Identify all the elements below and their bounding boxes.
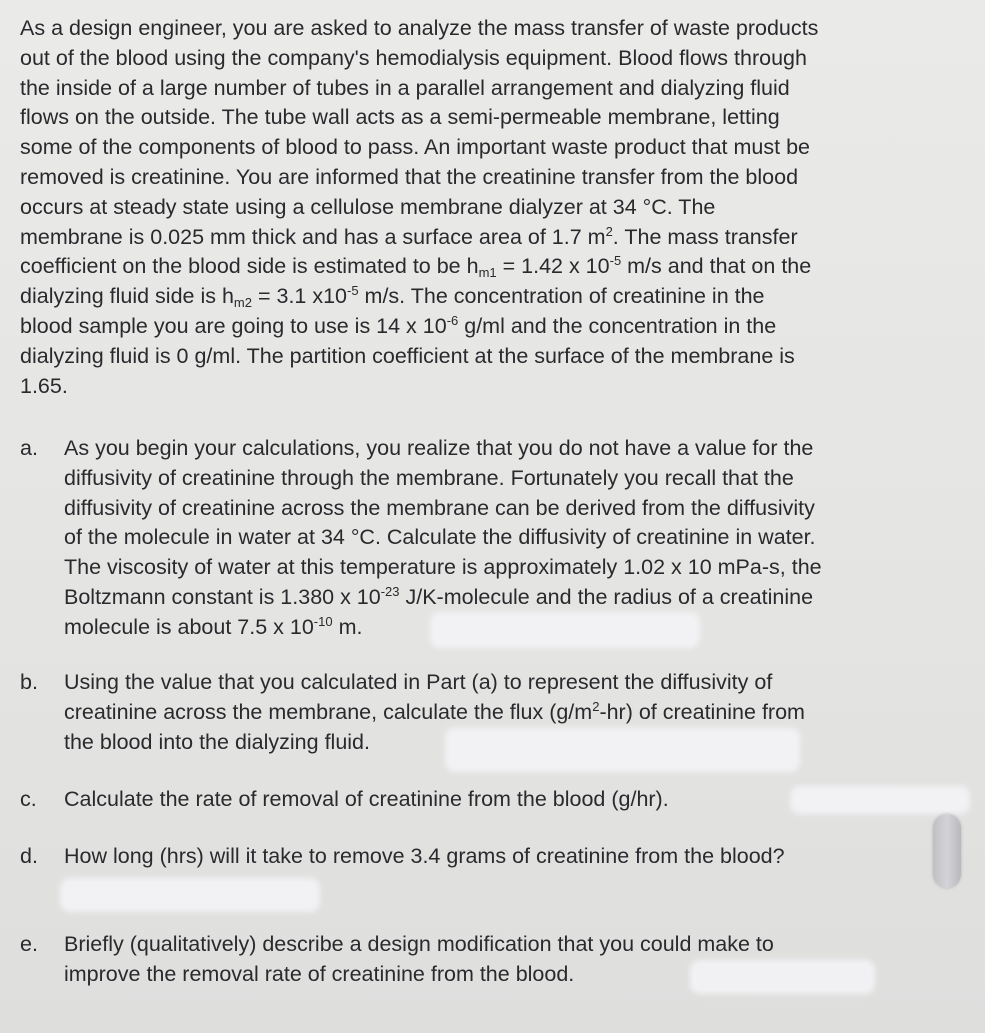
superscript: -10 [313, 613, 333, 629]
intro-line: occurs at steady state using a cellulose membrane dialyzer at 34 °C. The [20, 194, 716, 219]
question-letter: a. [20, 436, 38, 460]
text-segment: molecule is about 7.5 x 10 [64, 614, 314, 639]
question-line-flux [64, 698, 969, 728]
intro-line: dialyzing fluid is 0 g/ml. The partition coefficient at the surface of the membrane is [20, 343, 795, 368]
text-segment: m/s. The concentration of creatinine in the [358, 284, 765, 309]
scroll-handle[interactable] [933, 814, 961, 888]
blurred-overlay [445, 728, 800, 772]
question-line: Calculate the rate of removal of creatinine from the blood (g/hr). [64, 787, 669, 811]
question-letter: b. [20, 670, 38, 694]
question-letter: d. [20, 844, 38, 868]
blurred-overlay [60, 878, 320, 912]
text-segment: m. [332, 614, 363, 639]
text-segment: blood sample you are going to use is 14 x 10 [20, 313, 447, 338]
intro-line: some of the components of blood to pass. An important waste product that must be [20, 135, 810, 160]
question-line: the blood into the dialyzing fluid. [64, 729, 370, 754]
intro-line: out of the blood using the company's hemodialysis equipment. Blood flows through [20, 45, 807, 70]
intro-line-hm1 [20, 252, 975, 282]
question-line-boltzmann [64, 583, 969, 613]
subscript: m2 [233, 295, 252, 311]
text-segment: J/K-molecule and the radius of a creatinine [399, 584, 814, 609]
question-line: of the molecule in water at 34 °C. Calculate the diffusivity of creatinine in water. [64, 525, 816, 550]
text-segment: coefficient on the blood side is estimated to be h [20, 254, 479, 279]
blurred-overlay [790, 786, 970, 814]
question-line: diffusivity of creatinine through the membrane. Fortunately you recall that the [64, 465, 794, 490]
subscript: m1 [478, 265, 497, 281]
question-line: diffusivity of creatinine across the membrane can be derived from the diffusivity [64, 495, 815, 520]
text-segment: . The mass transfer [612, 224, 798, 249]
intro-line: the inside of a large number of tubes in a parallel arrangement and dialyzing fluid [20, 75, 790, 100]
intro-line-area [20, 223, 975, 253]
superscript: -5 [347, 283, 359, 299]
intro-line-hm2 [20, 282, 975, 312]
question-line: How long (hrs) will it take to remove 3.4 grams of creatinine from the blood? [64, 844, 785, 868]
question-line: Using the value that you calculated in Part (a) to represent the diffusivity of [64, 670, 773, 694]
question-line: improve the removal rate of creatinine from the blood. [64, 961, 575, 986]
intro-line: 1.65. [20, 373, 68, 398]
question-d-text [64, 842, 969, 872]
question-d [20, 842, 970, 874]
intro-line: flows on the outside. The tube wall acts as a semi-permeable membrane, letting [20, 105, 780, 130]
intro-line-concentration [20, 312, 975, 342]
text-segment: dialyzing fluid side is h [20, 284, 234, 309]
superscript: -6 [446, 312, 459, 328]
question-letter: e. [20, 932, 38, 956]
superscript: -5 [609, 253, 622, 269]
question-letter: c. [20, 787, 37, 811]
text-segment: m/s and that on the [621, 254, 812, 279]
intro-line: As a design engineer, you are asked to analyze the mass transfer of waste products [20, 16, 819, 40]
problem-statement [20, 14, 975, 401]
intro-line: removed is creatinine. You are informed that the creatinine transfer from the blood [20, 164, 799, 189]
text-segment: membrane is 0.025 mm thick and has a surface area of 1.7 m [20, 224, 606, 249]
blurred-overlay [690, 960, 875, 994]
text-segment: = 1.42 x 10 [496, 254, 610, 279]
text-segment: Boltzmann constant is 1.380 x 10 [64, 584, 381, 609]
blurred-overlay [430, 612, 700, 648]
superscript: 2 [605, 223, 613, 239]
superscript: -23 [380, 583, 400, 599]
question-line: As you begin your calculations, you realize that you do not have a value for the [64, 436, 814, 460]
text-segment: g/ml and the concentration in the [458, 313, 777, 338]
question-line: Briefly (qualitatively) describe a design modification that you could make to [64, 932, 774, 956]
text-segment: = 3.1 x10 [251, 284, 348, 309]
text-segment: creatinine across the membrane, calculate the flux (g/m [64, 699, 593, 724]
superscript: 2 [592, 698, 600, 714]
text-segment: -hr) of creatinine from [599, 699, 805, 724]
question-line: The viscosity of water at this temperature is approximately 1.02 x 10 mPa-s, the [64, 555, 822, 580]
